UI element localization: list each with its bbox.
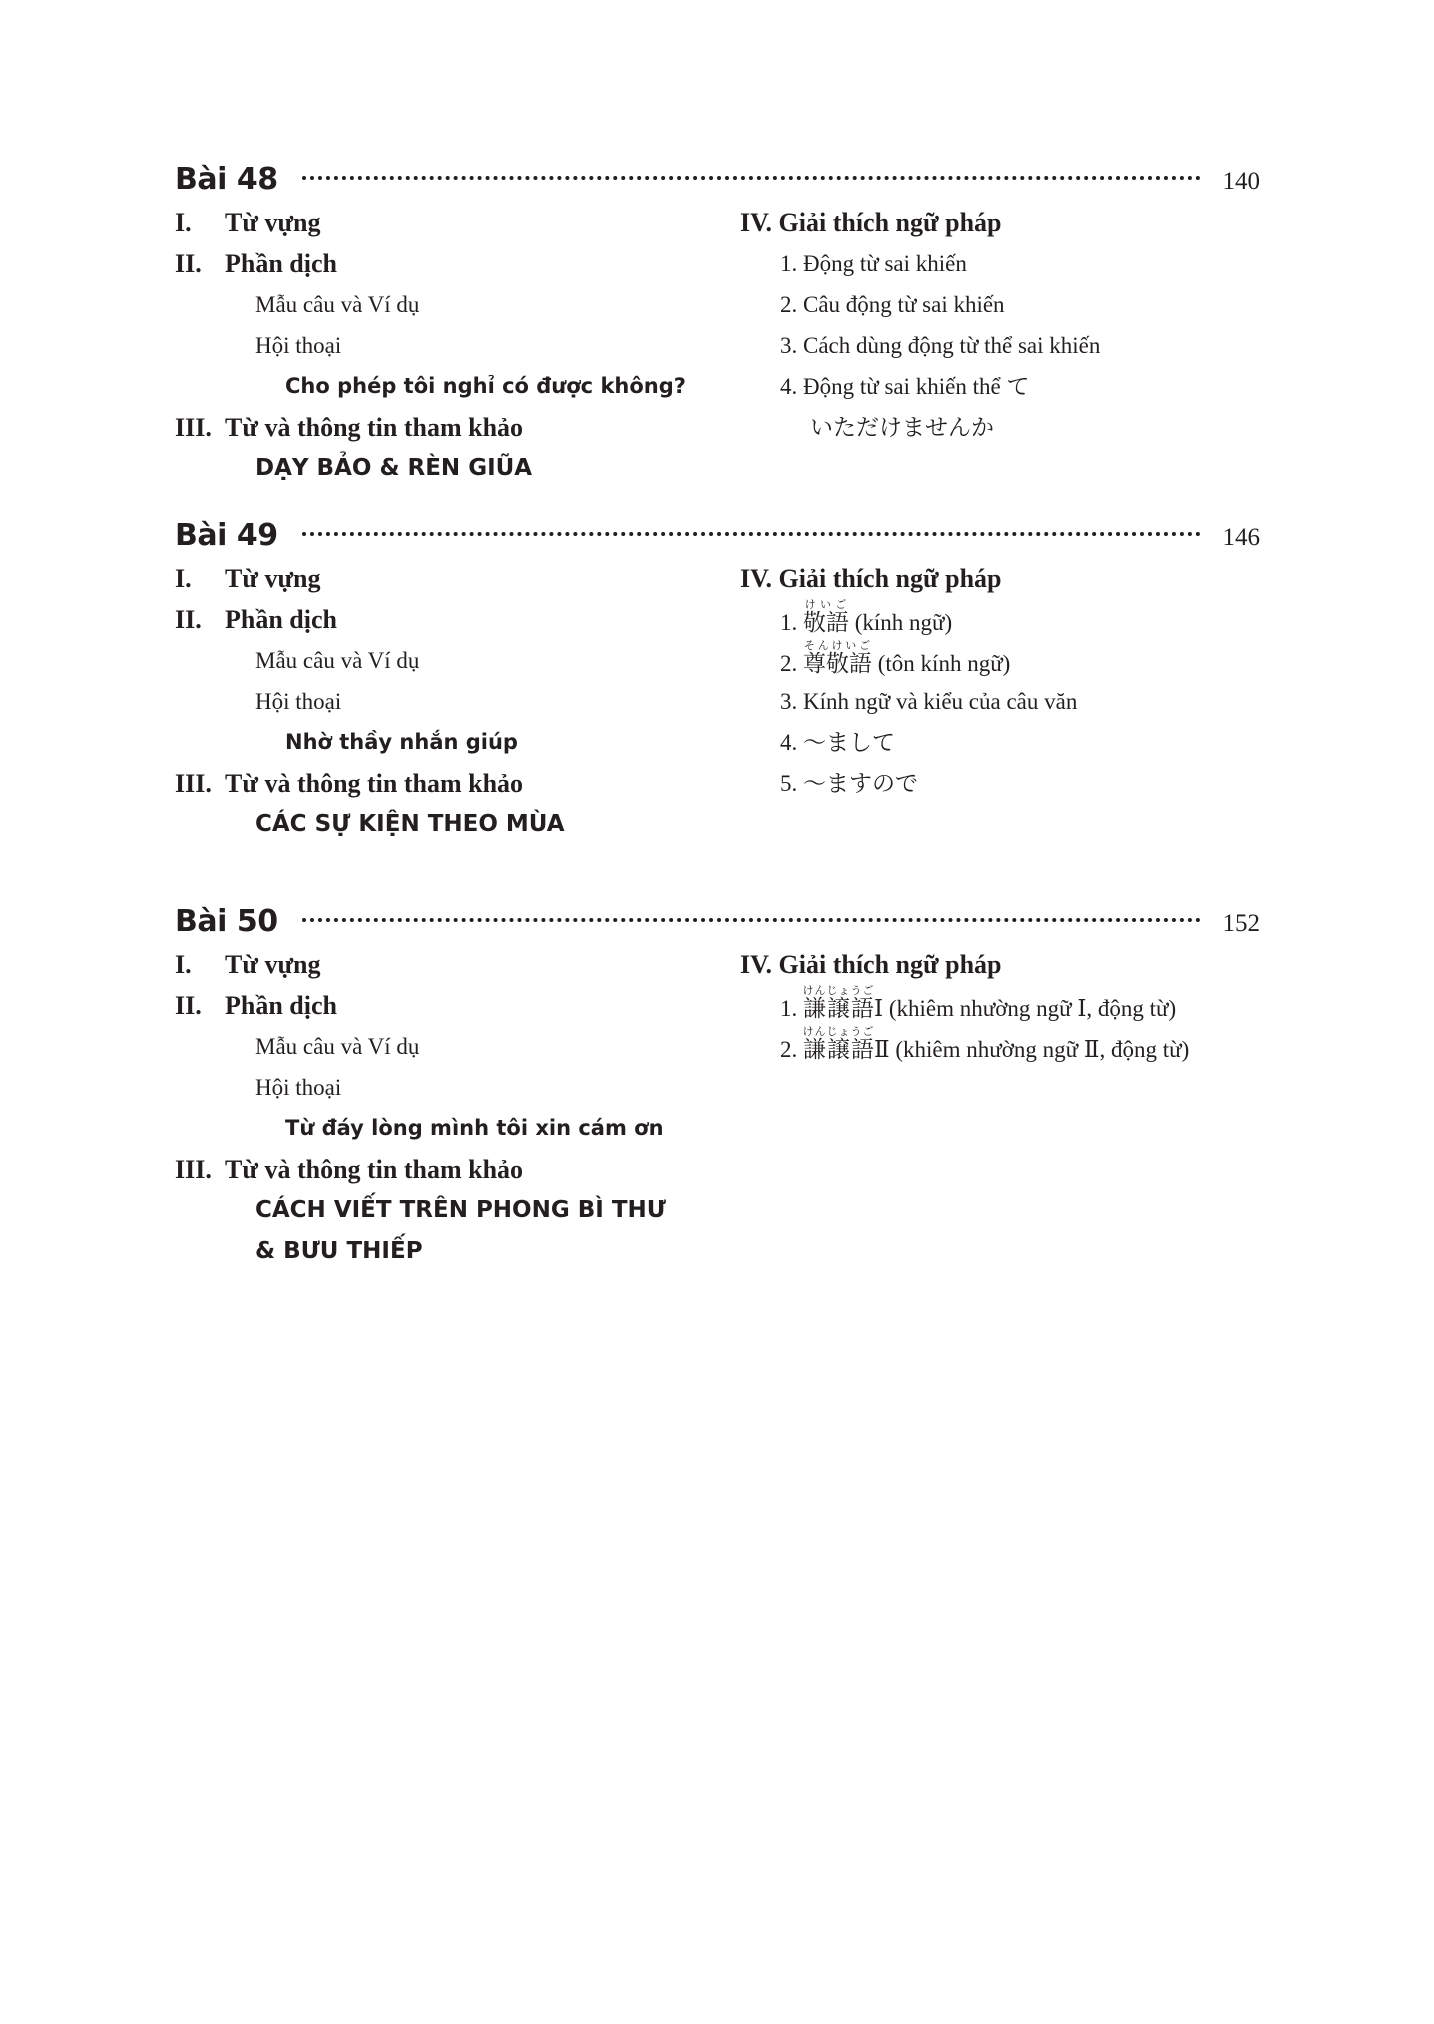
page-number[interactable]: 140 xyxy=(1222,168,1260,195)
grammar-item-4-continued[interactable]: いただけませんか xyxy=(810,415,994,440)
ruby-kenjougo: 謙譲語けんじょうご xyxy=(802,985,875,1021)
right-column xyxy=(740,944,1260,1067)
ruby-keigo: 敬語けいご xyxy=(803,599,849,635)
section-reference[interactable]: III. Từ và thông tin tham khảo xyxy=(175,769,524,798)
dialogue-label[interactable]: Hội thoại xyxy=(255,1075,342,1100)
right-column xyxy=(740,558,1260,804)
lesson-header xyxy=(175,518,1260,558)
lesson-title: Bài 48 xyxy=(175,162,278,197)
section-translation[interactable]: II. Phần dịch xyxy=(175,249,337,278)
grammar-item-1[interactable]: 1. 謙譲語けんじょうごⅠ (khiêm nhường ngữ Ⅰ, động từ) xyxy=(780,985,1177,1021)
ruby-sonkeigo: 尊敬語そんけいご xyxy=(803,640,872,676)
grammar-item-2[interactable]: 2. Câu động từ sai khiến xyxy=(780,292,1005,317)
lesson-title: Bài 49 xyxy=(175,518,278,553)
page-number[interactable]: 152 xyxy=(1222,910,1260,937)
page-number[interactable]: 146 xyxy=(1222,524,1260,551)
section-translation[interactable]: II. Phần dịch xyxy=(175,605,337,634)
sentence-patterns[interactable]: Mẫu câu và Ví dụ xyxy=(255,648,420,673)
lesson-50 xyxy=(175,904,1260,1264)
left-column xyxy=(175,944,735,1272)
left-column xyxy=(175,558,735,845)
right-column xyxy=(740,202,1260,448)
grammar-item-2[interactable]: 2. 謙譲語けんじょうごⅡ (khiêm nhường ngữ Ⅱ, động từ) xyxy=(780,1026,1190,1062)
grammar-item-5[interactable]: 5. ～ますので xyxy=(780,771,918,796)
section-grammar[interactable]: IV. Giải thích ngữ pháp xyxy=(740,208,1002,237)
section-vocab[interactable]: I. Từ vựng xyxy=(175,208,321,237)
section-reference[interactable]: III. Từ và thông tin tham khảo xyxy=(175,1155,524,1184)
lesson-title: Bài 50 xyxy=(175,904,278,939)
grammar-item-4[interactable]: 4. Động từ sai khiến thể て xyxy=(780,374,1030,399)
section-translation[interactable]: II. Phần dịch xyxy=(175,991,337,1020)
section-grammar[interactable]: IV. Giải thích ngữ pháp xyxy=(740,564,1002,593)
leader-dots xyxy=(302,532,1201,536)
lesson-49 xyxy=(175,518,1260,837)
dialogue-title[interactable]: Nhờ thầy nhắn giúp xyxy=(285,730,518,754)
leader-dots xyxy=(302,176,1201,180)
lesson-header xyxy=(175,904,1260,944)
grammar-item-4[interactable]: 4. ～まして xyxy=(780,730,895,755)
leader-dots xyxy=(302,918,1201,922)
ruby-kenjougo: 謙譲語けんじょうご xyxy=(802,1026,875,1062)
left-column xyxy=(175,202,735,489)
reference-title[interactable]: DẠY BẢO & RÈN GIŨA xyxy=(255,455,533,481)
section-vocab[interactable]: I. Từ vựng xyxy=(175,950,321,979)
dialogue-label[interactable]: Hội thoại xyxy=(255,333,342,358)
grammar-item-3[interactable]: 3. Cách dùng động từ thể sai khiến xyxy=(780,333,1101,358)
sentence-patterns[interactable]: Mẫu câu và Ví dụ xyxy=(255,292,420,317)
grammar-item-3[interactable]: 3. Kính ngữ và kiểu của câu văn xyxy=(780,689,1078,714)
dialogue-title[interactable]: Cho phép tôi nghỉ có được không? xyxy=(285,374,686,398)
grammar-item-1[interactable]: 1. 敬語けいご (kính ngữ) xyxy=(780,599,953,635)
grammar-item-2[interactable]: 2. 尊敬語そんけいご (tôn kính ngữ) xyxy=(780,640,1011,676)
section-vocab[interactable]: I. Từ vựng xyxy=(175,564,321,593)
section-grammar[interactable]: IV. Giải thích ngữ pháp xyxy=(740,950,1002,979)
section-reference[interactable]: III. Từ và thông tin tham khảo xyxy=(175,413,524,442)
dialogue-title[interactable]: Từ đáy lòng mình tôi xin cám ơn xyxy=(285,1116,664,1140)
sentence-patterns[interactable]: Mẫu câu và Ví dụ xyxy=(255,1034,420,1059)
reference-title[interactable]: CÁC SỰ KIỆN THEO MÙA xyxy=(255,811,565,837)
lesson-header xyxy=(175,162,1260,202)
lesson-48 xyxy=(175,162,1260,481)
dialogue-label[interactable]: Hội thoại xyxy=(255,689,342,714)
grammar-item-1[interactable]: 1. Động từ sai khiến xyxy=(780,251,967,276)
reference-title[interactable]: CÁCH VIẾT TRÊN PHONG BÌ THƯ & BƯU THIẾP xyxy=(255,1197,666,1264)
